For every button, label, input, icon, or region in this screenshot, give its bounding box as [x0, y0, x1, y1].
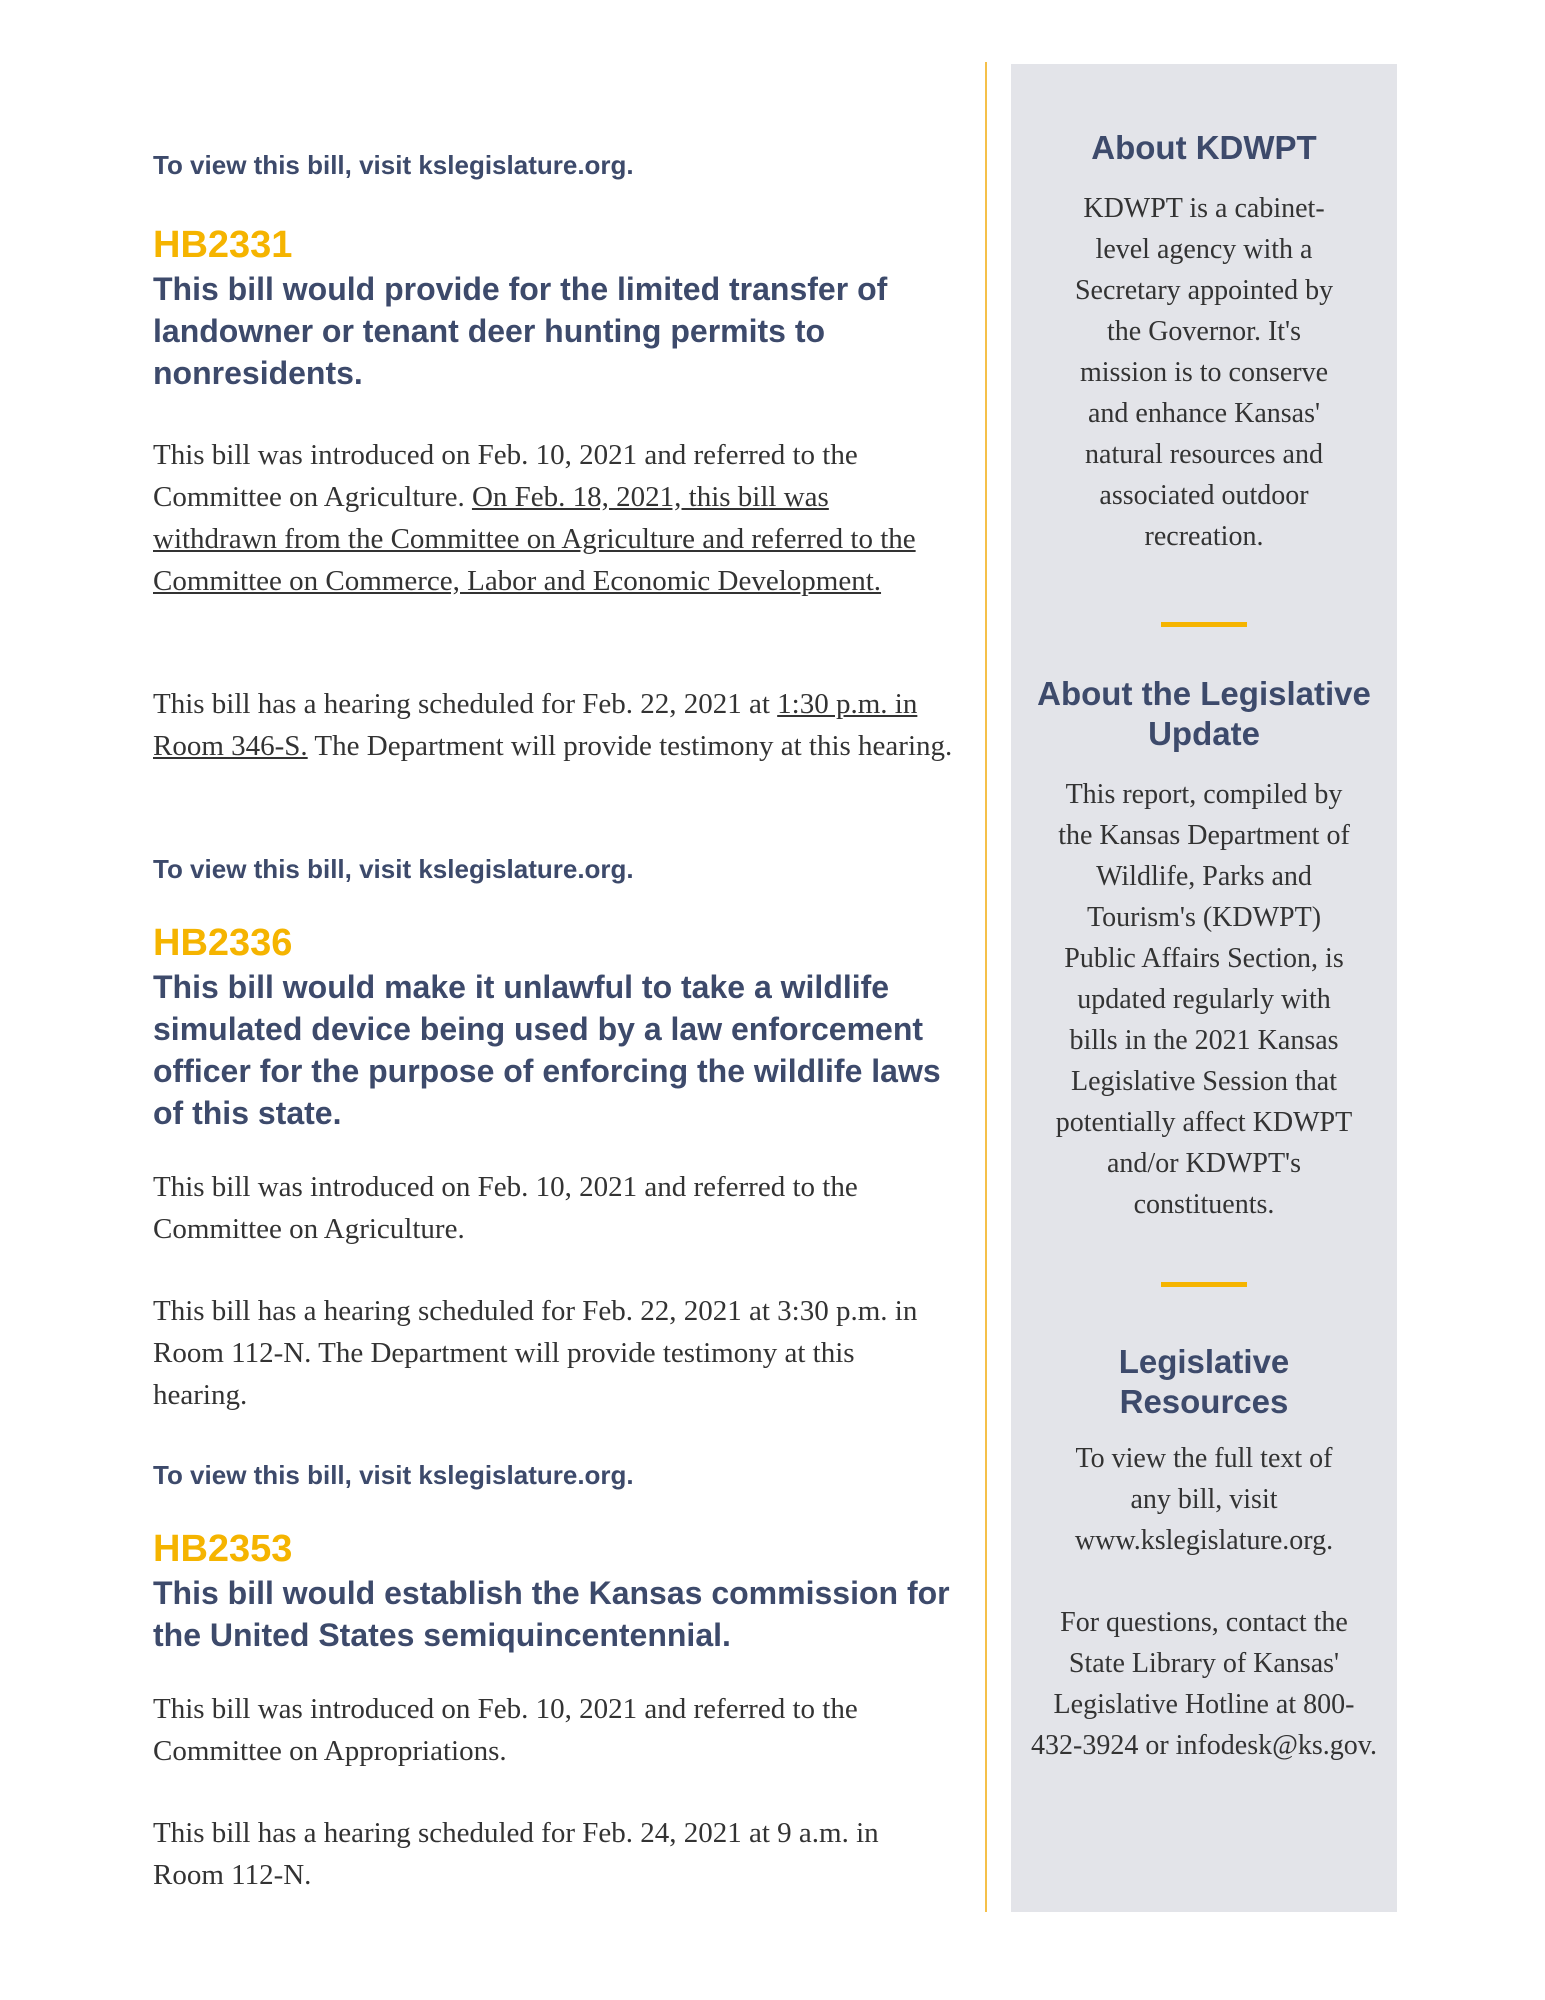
view-bill-link[interactable]: To view this bill, visit kslegislature.org.: [153, 1460, 634, 1490]
bill-intro-underlined: On Feb. 18, 2021, this bill was withdrawn from the Committee on Agriculture and referred to the Committee on Commerce, Labor and Economic Development.: [153, 481, 916, 597]
resources-title: Legislative Resources: [1118, 1343, 1290, 1420]
view-bill-link[interactable]: To view this bill, visit kslegislature.org.: [153, 854, 634, 884]
bill-id: HB2331: [153, 224, 293, 266]
bill-intro: This bill was introduced on Feb. 10, 2021 and referred to the Committee on Agriculture.: [153, 1171, 858, 1245]
view-bill-link[interactable]: To view this bill, visit kslegislature.org.: [153, 150, 634, 180]
bill-hearing-underlined: 1:30 p.m. in Room 346-S.: [153, 688, 918, 762]
bill-hearing: This bill has a hearing scheduled for Feb. 24, 2021 at 9 a.m. in Room 112-N.: [153, 1817, 879, 1891]
column-divider: [985, 62, 987, 1912]
about-update-title: About the Legislative Update: [1037, 675, 1371, 752]
bill-title: This bill would make it unlawful to take a wildlife simulated device being used by a law enforcement officer for the purpose of enforcing the wildlife laws of this state.: [153, 969, 941, 1131]
bill-intro-text: This bill was introduced on Feb. 10, 2021 and referred to the Committee on Agriculture.: [153, 439, 858, 513]
bill-hearing-text: This bill has a hearing scheduled for Feb. 22, 2021 at: [153, 688, 770, 720]
section-divider: [1161, 1282, 1247, 1287]
about-kdwpt-text: KDWPT is a cabinet-level agency with a Secretary appointed by the Governor. It's mission is to conserve and enhance Kansas' natural resources and associated outdoor recreation.: [1074, 193, 1334, 552]
section-divider: [1161, 622, 1247, 627]
bill-hearing: This bill has a hearing scheduled for Feb. 22, 2021 at 3:30 p.m. in Room 112-N. The Department will provide testimony at this hearing.: [153, 1295, 918, 1411]
bill-intro: This bill was introduced on Feb. 10, 2021 and referred to the Committee on Appropriations.: [153, 1693, 858, 1767]
about-update-text: This report, compiled by the Kansas Department of Wildlife, Parks and Tourism's (KDWPT) Public Affairs Section, is updated regularly with bills in the 2021 Kansas Legislative Session that potentially affect KDWPT and/or KDWPT's constituents.: [1055, 779, 1353, 1220]
bill-id: HB2353: [153, 1528, 293, 1570]
bill-hearing-post: The Department will provide testimony at this hearing.: [314, 730, 953, 762]
resources-text-2: For questions, contact the State Library of Kansas' Legislative Hotline at 800-432-3924 or infodesk@ks.gov.: [1031, 1607, 1377, 1761]
sidebar: [1011, 64, 1397, 1912]
resources-text-1: To view the full text of any bill, visit www.kslegislature.org.: [1074, 1443, 1334, 1556]
bill-intro: [153, 434, 953, 602]
about-kdwpt-title: About KDWPT: [1091, 129, 1317, 166]
bill-hearing: [153, 683, 953, 767]
bill-title: This bill would provide for the limited transfer of landowner or tenant deer hunting permits to nonresidents.: [153, 271, 888, 391]
bill-title: This bill would establish the Kansas commission for the United States semiquincentennial.: [153, 1575, 950, 1653]
bill-id: HB2336: [153, 922, 293, 964]
